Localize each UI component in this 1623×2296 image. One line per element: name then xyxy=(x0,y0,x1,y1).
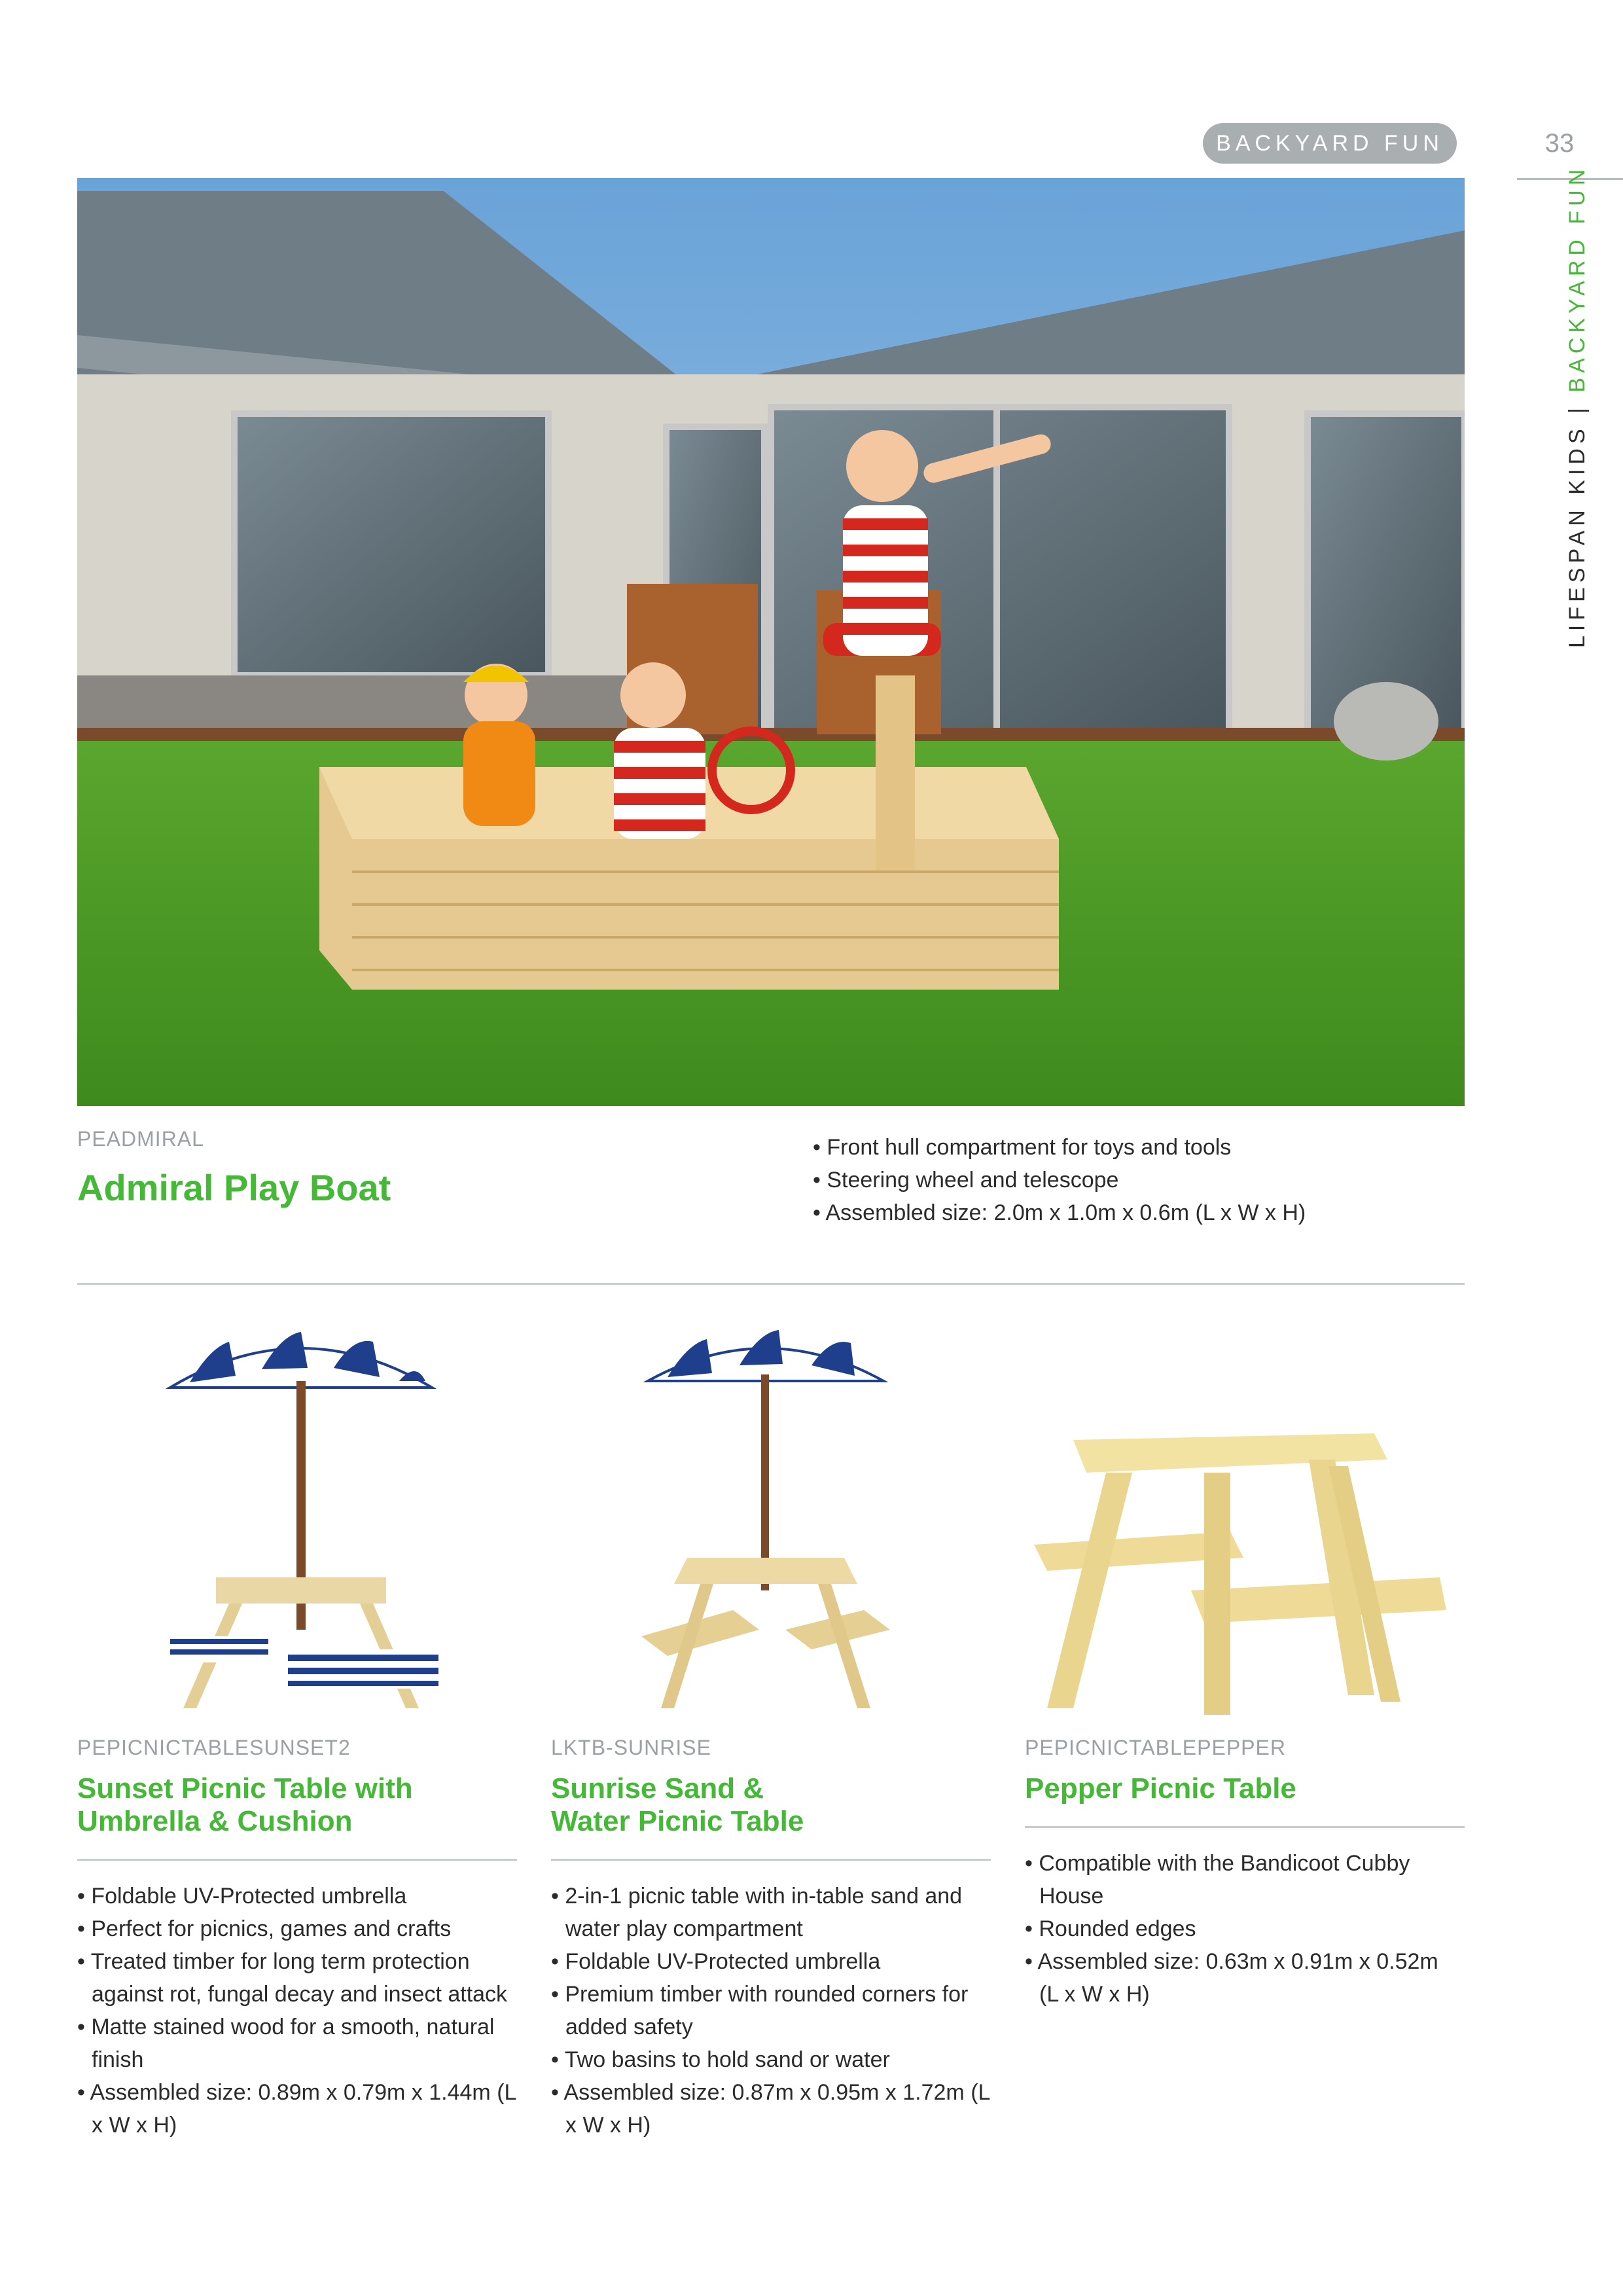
section-divider xyxy=(77,1283,1465,1285)
hero-product-title: Admiral Play Boat xyxy=(77,1167,391,1208)
product-title-line: Pepper Picnic Table xyxy=(1025,1772,1296,1804)
hero-photo xyxy=(77,178,1465,1106)
product-divider xyxy=(1025,1826,1465,1828)
feature-item: • 2-in-1 picnic table with in-table sand and water play compartment xyxy=(551,1880,1003,1945)
feature-item: • Front hull compartment for toys and tools xyxy=(813,1131,1467,1164)
product-sku: PEPICNICTABLESUNSET2 xyxy=(77,1736,351,1759)
product-title-line: Water Picnic Table xyxy=(551,1805,804,1837)
product-sku: LKTB-SUNRISE xyxy=(551,1736,711,1759)
feature-item: • Foldable UV-Protected umbrella xyxy=(551,1945,1003,1978)
page-number: 33 xyxy=(1544,128,1575,158)
feature-item: • Two basins to hold sand or water xyxy=(551,2043,1003,2076)
feature-item: • Assembled size: 0.63m x 0.91m x 0.52m (L x W x H) xyxy=(1025,1945,1444,2011)
feature-item: • Premium timber with rounded corners for added safety xyxy=(551,1978,1003,2043)
product-title-line: Sunrise Sand & xyxy=(551,1772,764,1804)
feature-item: • Treated timber for long term protection against rot, fungal decay and insect attack xyxy=(77,1945,529,2011)
product-features xyxy=(551,1880,1003,2142)
product-title-line: Umbrella & Cushion xyxy=(77,1805,353,1837)
side-label-separator: | xyxy=(1565,392,1590,425)
product-divider xyxy=(551,1859,991,1861)
feature-item: • Perfect for picnics, games and crafts xyxy=(77,1912,529,1945)
feature-item: • Matte stained wood for a smooth, natural finish xyxy=(77,2011,529,2076)
feature-item: • Assembled size: 0.89m x 0.79m x 1.44m (L x W x H) xyxy=(77,2076,529,2142)
feature-item: • Foldable UV-Protected umbrella xyxy=(77,1880,529,1912)
product-sku: PEPICNICTABLEPEPPER xyxy=(1025,1736,1286,1759)
product-features xyxy=(1025,1847,1444,2011)
product-title xyxy=(551,1772,996,1838)
product-title-line: Sunset Picnic Table with xyxy=(77,1772,413,1804)
product-image-sunrise-table xyxy=(628,1322,903,1715)
product-features xyxy=(77,1880,529,2142)
product-image-sunset-table xyxy=(157,1322,445,1715)
hero-product-sku: PEADMIRAL xyxy=(77,1127,204,1151)
section-label-pill xyxy=(1203,123,1457,164)
section-label: BACKYARD FUN xyxy=(1216,130,1444,156)
hero-product-features xyxy=(813,1131,1467,1229)
feature-item: • Assembled size: 0.87m x 0.95m x 1.72m (L x W x H) xyxy=(551,2076,1003,2142)
side-label-section: BACKYARD FUN xyxy=(1565,164,1590,393)
product-image-pepper-table xyxy=(1034,1420,1453,1721)
product-title xyxy=(77,1772,522,1838)
feature-item: • Steering wheel and telescope xyxy=(813,1164,1467,1196)
feature-item: • Compatible with the Bandicoot Cubby House xyxy=(1025,1847,1444,1912)
feature-item: • Rounded edges xyxy=(1025,1912,1444,1945)
side-label xyxy=(1518,164,1597,668)
product-title xyxy=(1025,1772,1470,1805)
product-divider xyxy=(77,1859,517,1861)
feature-item: • Assembled size: 2.0m x 1.0m x 0.6m (L x W x H) xyxy=(813,1196,1467,1229)
side-label-brand: LIFESPAN KIDS xyxy=(1565,424,1590,648)
